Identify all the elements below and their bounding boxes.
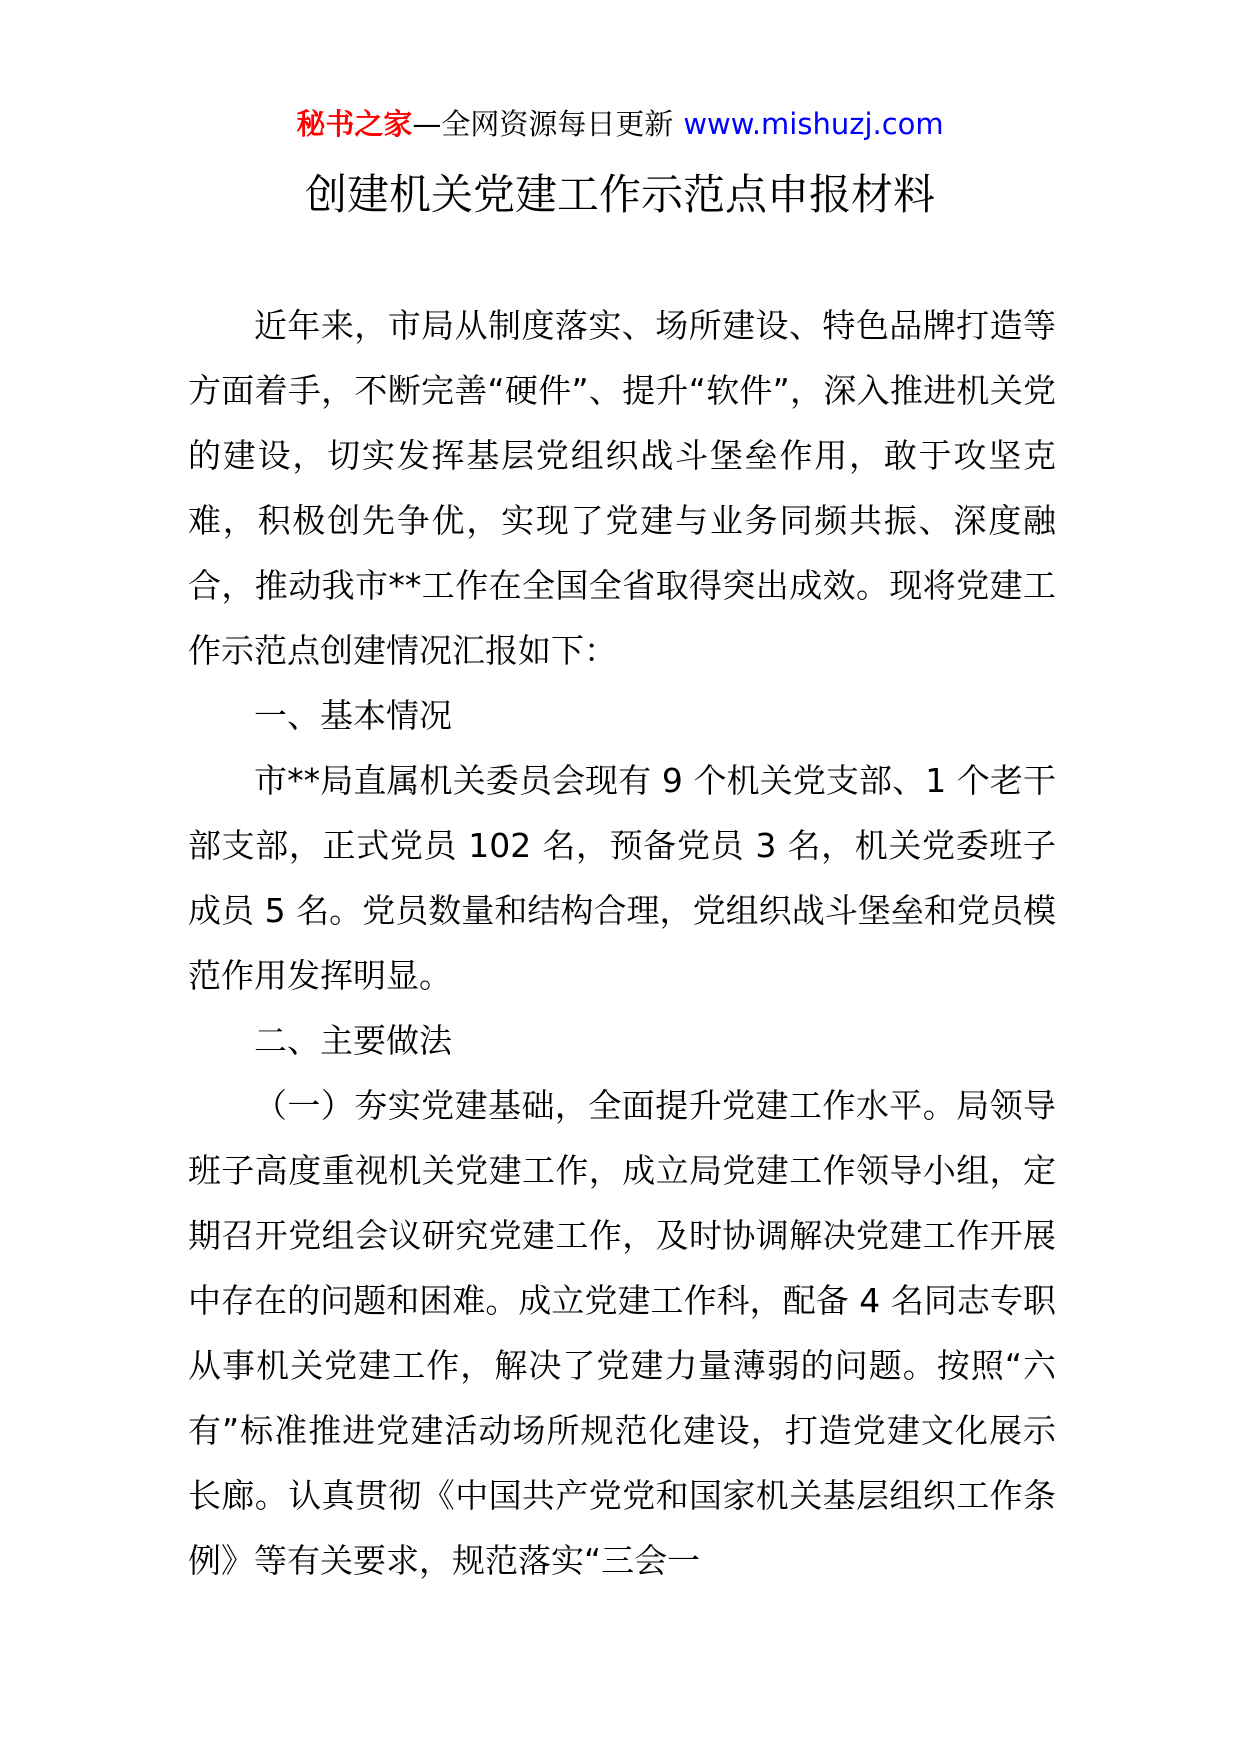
section-heading-basic: 一、基本情况 bbox=[254, 696, 452, 735]
section-heading-methods: 二、主要做法 bbox=[254, 1021, 452, 1060]
paragraph-intro: 近年来，市局从制度落实、场所建设、特色品牌打造等方面着手，不断完善“硬件”、提升“软件”，深入推进机关党的建设，切实发挥基层党组织战斗堡垒作用，敢于攻坚克难，积极创先争优，实现了党建与业务同频共振、深度融合，推动我市**工作在全国全省取得突出成效。现将党建工作示范点创建情况汇报如下： bbox=[188, 306, 1056, 670]
document-body bbox=[188, 293, 1056, 1593]
site-tagline: —全网资源每日更新 bbox=[412, 107, 674, 141]
document-title: 创建机关党建工作示范点申报材料 bbox=[304, 170, 935, 219]
paragraph-basic-info: 市**局直属机关委员会现有 9 个机关党支部、1 个老干部支部，正式党员 102 名，预备党员 3 名，机关党委班子成员 5 名。党员数量和结构合理，党组织战斗堡垒和党员模范作用发挥明显。 bbox=[188, 761, 1056, 995]
site-header bbox=[0, 104, 1240, 144]
site-brand: 秘书之家 bbox=[296, 107, 413, 141]
site-url[interactable]: www.mishuzj.com bbox=[683, 107, 944, 141]
paragraph-methods-1: （一）夯实党建基础，全面提升党建工作水平。局领导班子高度重视机关党建工作，成立局党建工作领导小组，定期召开党组会议研究党建工作，及时协调解决党建工作开展中存在的问题和困难。成立党建工作科，配备 4 名同志专职从事机关党建工作，解决了党建力量薄弱的问题。按照“六有”标准推进党建活动场所规范化建设，打造党建文化展示长廊。认真贯彻《中国共产党党和国家机关基层组织工作条例》等有关要求，规范落实“三会一 bbox=[188, 1086, 1056, 1580]
